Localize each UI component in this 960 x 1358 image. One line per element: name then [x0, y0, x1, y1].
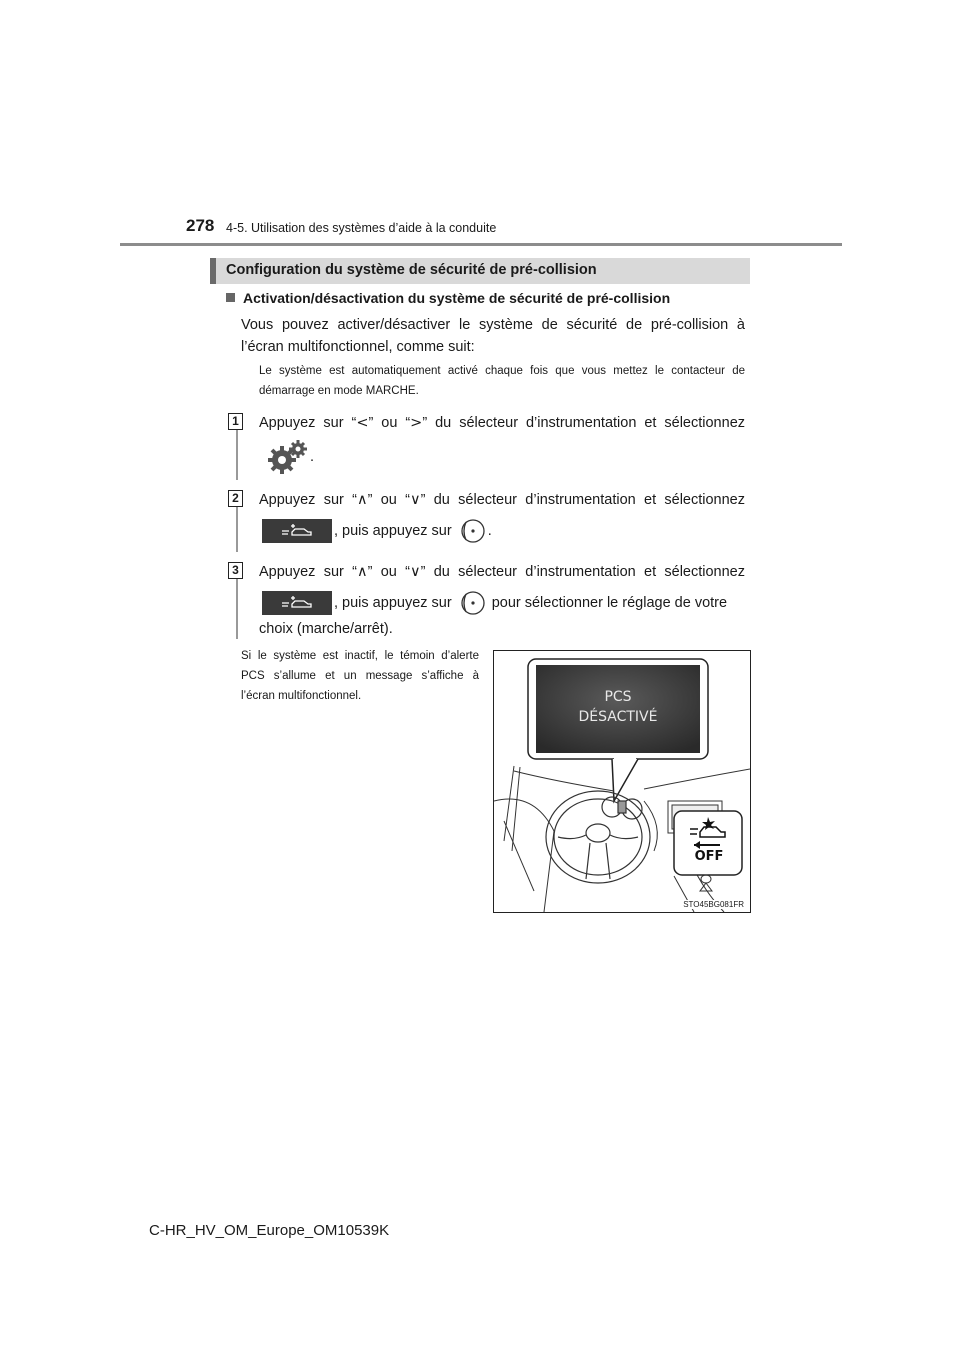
- step-1-period: .: [310, 449, 315, 465]
- header-divider: [120, 243, 842, 246]
- step-1-line-1: Appuyez sur “<” ou “>” du sélecteur d’instrumentation et sélectionnez: [259, 415, 746, 431]
- step-2-icon-row: [262, 518, 492, 544]
- step-3-icon-row: [262, 590, 746, 616]
- pcs-setting-icon: [262, 591, 332, 615]
- section-accent: [210, 258, 216, 284]
- pcs-setting-icon: [262, 519, 332, 543]
- chapter-title: 4-5. Utilisation des systèmes d’aide à la conduite: [226, 221, 497, 235]
- step-1-icon-row: [268, 440, 314, 474]
- intro-note: Le système est automatiquement activé chaque fois que vous mettez le contacteur de démarrage en mode MARCHE.: [259, 365, 745, 397]
- footer-model-code: C-HR_HV_OM_Europe_OM10539K: [149, 1222, 390, 1239]
- section-title: Configuration du système de sécurité de pré-collision: [226, 262, 597, 278]
- pcs-screen-message: [536, 687, 700, 727]
- pcs-off-indicator-label: OFF: [694, 849, 724, 864]
- section-title-bar: [210, 258, 750, 284]
- square-bullet-icon: [226, 293, 235, 302]
- step-3-line-1: Appuyez sur “∧” ou “∨” du sélecteur d’instrumentation et sélectionnez: [259, 564, 746, 580]
- step-number-2: 2: [228, 490, 243, 507]
- subsection-heading: [226, 290, 670, 306]
- ok-dial-icon: [460, 518, 486, 544]
- step-number-3: 3: [228, 562, 243, 579]
- step-3-instruction: , puis appuyez sur: [334, 595, 452, 611]
- pcs-screen-line-2: DÉSACTIVÉ: [578, 709, 658, 725]
- dashboard-illustration: [493, 650, 751, 913]
- step-3-line-3: choix (marche/arrêt).: [259, 621, 393, 637]
- figure-id: STO45BG081FR: [683, 900, 744, 909]
- intro-paragraph: Vous pouvez activer/désactiver le système de sécurité de pré-collision à l’écran multifonctionnel, comme suit:: [241, 317, 745, 355]
- subsection-heading-text: Activation/désactivation du système de sécurité de pré-collision: [243, 290, 671, 306]
- step-3-instruction-end: pour sélectionner le réglage de votre: [491, 595, 728, 611]
- step-2-instruction: , puis appuyez sur: [334, 523, 452, 539]
- figure-note: Si le système est inactif, le témoin d’alerte PCS s’allume et un message s’affiche à l’écran multifonctionnel.: [241, 650, 479, 702]
- step-3-guide-line: [236, 579, 238, 639]
- gears-icon: [268, 440, 308, 474]
- pcs-screen-line-1: PCS: [604, 689, 632, 705]
- page-number: 278: [186, 216, 215, 235]
- step-2-text: [259, 489, 745, 511]
- ok-dial-icon: [460, 590, 486, 616]
- step-1-guide-line: [236, 430, 238, 480]
- step-2-line-1: Appuyez sur “∧” ou “∨” du sélecteur d’instrumentation et sélectionnez: [259, 492, 746, 508]
- step-2-guide-line: [236, 507, 238, 552]
- step-1-text: [259, 412, 745, 434]
- step-3-text: [259, 561, 745, 583]
- step-2-period: .: [487, 523, 492, 539]
- step-number-1: 1: [228, 413, 243, 430]
